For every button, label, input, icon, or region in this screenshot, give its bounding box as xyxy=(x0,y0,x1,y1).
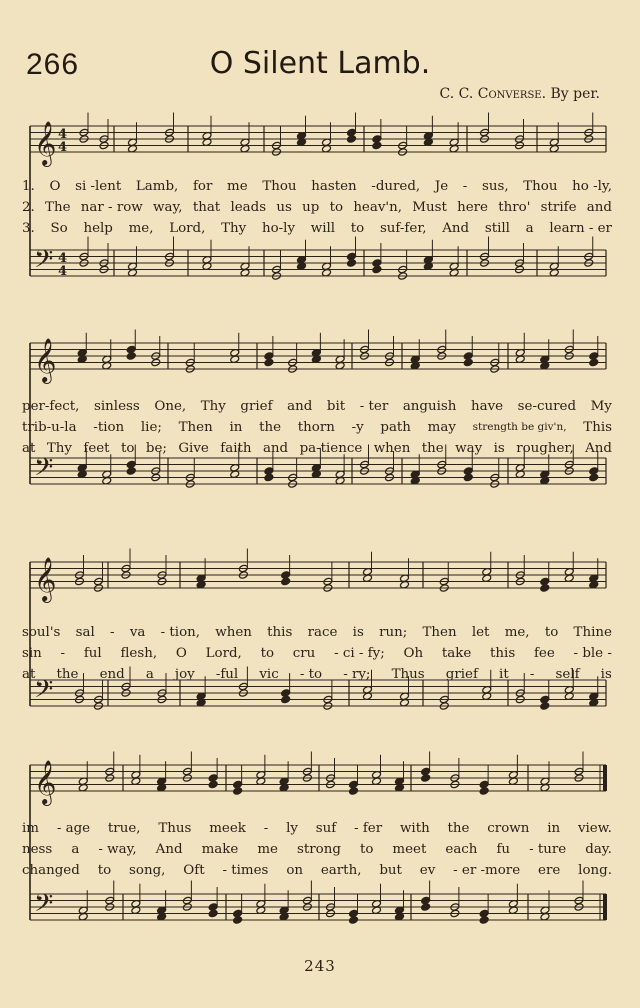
lyric-syllable: - er -more xyxy=(453,863,521,878)
note-head xyxy=(347,135,357,143)
lyric-syllable: to xyxy=(121,441,135,456)
lyric-syllable: se-cured xyxy=(517,399,577,414)
lyric-syllable: - xyxy=(462,179,468,194)
lyric-syllable: leads xyxy=(230,200,267,215)
lyric-syllable: soul's xyxy=(22,625,61,640)
note-head xyxy=(589,358,599,366)
lyric-syllable: Je xyxy=(434,179,449,194)
lyric-syllable: Must xyxy=(412,200,447,215)
lyric-syllable: it xyxy=(499,667,509,682)
lyric-syllable: let xyxy=(471,625,490,640)
lyric-syllable: path xyxy=(380,420,411,435)
note-head xyxy=(126,352,136,360)
lyric-syllable: Thine xyxy=(573,625,612,640)
lyric-syllable: - to xyxy=(299,667,323,682)
note-head xyxy=(479,916,489,924)
lyric-syllable: me xyxy=(227,179,248,194)
note-head xyxy=(233,916,243,924)
lyric-syllable: sus, xyxy=(481,179,509,194)
lyric-syllable: the xyxy=(447,821,470,836)
bass-clef: 𝄢 xyxy=(34,675,54,710)
lyric-syllable: is xyxy=(352,625,364,640)
lyric-syllable: is xyxy=(600,667,612,682)
lyric-syllable: to xyxy=(329,200,344,215)
lyric-syllable: way xyxy=(455,441,483,456)
lyric-syllable: still xyxy=(484,221,510,236)
lyric-line xyxy=(22,218,612,239)
lyric-syllable: joy xyxy=(174,667,195,682)
lyric-syllable: cru xyxy=(292,646,316,661)
lyric-line xyxy=(22,643,612,664)
lyric-syllable: - fer xyxy=(354,821,383,836)
final-bar-thick xyxy=(603,765,607,791)
final-bar-thick xyxy=(603,894,607,920)
lyric-syllable: Thy xyxy=(46,441,72,456)
note-head xyxy=(347,259,357,267)
lyric-syllable: have xyxy=(470,399,504,414)
lyric-syllable: us xyxy=(276,200,292,215)
lyric-syllable: with xyxy=(399,821,430,836)
lyric-syllable: nar - row xyxy=(80,200,143,215)
lyric-line xyxy=(22,197,612,218)
lyric-line xyxy=(22,438,612,459)
lyric-syllable: 3. xyxy=(22,221,35,236)
lyric-syllable: and xyxy=(586,200,612,215)
lyric-syllable: way, xyxy=(153,200,183,215)
lyric-syllable: Lamb, xyxy=(135,179,179,194)
lyric-syllable: a xyxy=(525,221,534,236)
note-head xyxy=(372,265,382,273)
note-head xyxy=(264,473,274,481)
lyric-syllable: - ble - xyxy=(573,646,612,661)
lyric-syllable: And xyxy=(155,842,183,857)
lyric-syllable: may xyxy=(427,420,456,435)
note-head xyxy=(479,787,489,795)
hymn-number: 266 xyxy=(26,48,80,81)
time-signature-bottom: 4 xyxy=(58,264,68,279)
note-head xyxy=(281,695,291,703)
lyric-syllable: - xyxy=(529,667,535,682)
lyric-syllable: end xyxy=(99,667,125,682)
note-head xyxy=(208,909,218,917)
lyric-syllable: at xyxy=(22,667,36,682)
lyric-line xyxy=(22,622,612,643)
lyric-syllable: a xyxy=(71,842,80,857)
note-head xyxy=(463,358,473,366)
lyric-syllable: - way, xyxy=(98,842,137,857)
lyric-syllable: va xyxy=(129,625,146,640)
lyric-syllable: - xyxy=(60,646,66,661)
bass-clef: 𝄢 xyxy=(34,889,54,924)
lyric-syllable: - ci - fy; xyxy=(334,646,385,661)
lyric-syllable: -y xyxy=(351,420,364,435)
lyric-syllable: -dured, xyxy=(371,179,421,194)
lyric-syllable: to xyxy=(359,842,374,857)
lyric-syllable: that xyxy=(192,200,221,215)
lyric-syllable: Give xyxy=(178,441,209,456)
lyrics-system-2 xyxy=(22,396,612,459)
lyric-syllable: this xyxy=(267,625,293,640)
lyric-syllable: bit xyxy=(326,399,346,414)
lyric-syllable: to xyxy=(544,625,559,640)
lyric-syllable: me, xyxy=(504,625,530,640)
permission-note: By per. xyxy=(550,86,600,102)
note-head xyxy=(463,473,473,481)
lyric-syllable: - ter xyxy=(359,399,389,414)
note-head xyxy=(372,141,382,149)
lyric-syllable: - tion, xyxy=(160,625,201,640)
lyric-syllable: crown xyxy=(487,821,530,836)
lyric-syllable: Then xyxy=(422,625,457,640)
lyric-syllable: ful xyxy=(83,646,102,661)
lyric-syllable: heav'n, xyxy=(353,200,402,215)
note-head xyxy=(421,774,431,782)
lyric-syllable: strong xyxy=(296,842,341,857)
lyric-syllable: the xyxy=(259,420,282,435)
lyric-syllable: Thy xyxy=(221,221,247,236)
lyric-syllable: flesh, xyxy=(120,646,158,661)
lyric-syllable: self xyxy=(555,667,580,682)
lyric-syllable: make xyxy=(201,842,239,857)
treble-clef: 𝄞 xyxy=(34,338,57,382)
lyric-line xyxy=(22,839,612,860)
lyric-syllable: in xyxy=(547,821,561,836)
lyric-syllable: One, xyxy=(154,399,187,414)
bass-clef: 𝄢 xyxy=(34,453,54,488)
lyric-syllable: lie; xyxy=(140,420,162,435)
lyric-syllable: a xyxy=(145,667,154,682)
lyric-syllable: grief xyxy=(240,399,273,414)
lyrics-system-4 xyxy=(22,818,612,881)
lyric-syllable: but xyxy=(379,863,402,878)
lyric-syllable: faith xyxy=(220,441,252,456)
lyric-line xyxy=(22,417,612,438)
treble-clef: 𝄞 xyxy=(34,557,57,601)
lyric-syllable: long. xyxy=(578,863,612,878)
bass-clef: 𝄢 xyxy=(34,245,54,280)
lyric-syllable: trib-u-la xyxy=(22,420,77,435)
note-head xyxy=(208,780,218,788)
lyric-syllable: strife xyxy=(540,200,577,215)
lyric-syllable: for xyxy=(192,179,213,194)
lyric-syllable: And xyxy=(585,441,612,456)
lyric-syllable: My xyxy=(590,399,612,414)
hymn-title: O Silent Lamb. xyxy=(209,46,431,81)
lyric-syllable: song, xyxy=(129,863,166,878)
lyric-syllable: race xyxy=(307,625,338,640)
lyric-syllable: pa-tience xyxy=(299,441,363,456)
lyric-syllable: 2. xyxy=(22,200,35,215)
lyric-syllable: this xyxy=(490,646,516,661)
lyric-syllable: sal xyxy=(75,625,95,640)
lyric-syllable: meet xyxy=(392,842,427,857)
lyric-syllable: grief xyxy=(445,667,478,682)
lyric-syllable: learn - er xyxy=(549,221,612,236)
composer-name: C. C. Converse. xyxy=(439,86,547,102)
lyric-syllable: O xyxy=(49,179,61,194)
lyric-syllable: per-fect, xyxy=(22,399,80,414)
lyric-syllable: Thus xyxy=(158,821,192,836)
lyric-syllable: the xyxy=(421,441,444,456)
lyric-syllable: - times xyxy=(222,863,269,878)
lyric-syllable: anguish xyxy=(402,399,457,414)
lyric-syllable: be; xyxy=(145,441,167,456)
lyric-syllable: vic xyxy=(259,667,279,682)
lyric-syllable: Oft xyxy=(183,863,205,878)
note-head xyxy=(540,584,550,592)
lyric-syllable: Lord, xyxy=(205,646,242,661)
lyric-syllable: Thou xyxy=(523,179,558,194)
lyric-syllable: thro' xyxy=(498,200,531,215)
lyric-syllable: day. xyxy=(585,842,612,857)
lyric-syllable: help xyxy=(83,221,113,236)
lyric-syllable: fee xyxy=(533,646,555,661)
treble-clef: 𝄞 xyxy=(34,760,57,804)
lyric-syllable: take xyxy=(441,646,472,661)
lyric-syllable: ev xyxy=(419,863,436,878)
lyric-syllable: Lord, xyxy=(169,221,206,236)
lyric-syllable: here xyxy=(457,200,488,215)
lyric-syllable: - age xyxy=(56,821,91,836)
lyric-syllable: -tion xyxy=(93,420,125,435)
lyric-syllable: meek xyxy=(209,821,246,836)
lyric-syllable: true, xyxy=(107,821,141,836)
lyric-syllable: sinless xyxy=(94,399,140,414)
lyrics-system-1 xyxy=(22,176,612,239)
lyric-syllable: me, xyxy=(128,221,154,236)
lyric-syllable: -ful xyxy=(215,667,239,682)
lyric-syllable: Thou xyxy=(262,179,297,194)
lyric-syllable: So xyxy=(50,221,68,236)
lyric-line xyxy=(22,818,612,839)
lyric-syllable: Thus xyxy=(391,667,425,682)
note-head xyxy=(421,903,431,911)
lyric-syllable: fu xyxy=(496,842,511,857)
lyric-syllable: This xyxy=(583,420,612,435)
lyric-syllable: si -lent xyxy=(75,179,122,194)
lyric-syllable: sin xyxy=(22,646,42,661)
lyric-syllable: ness xyxy=(22,842,53,857)
lyric-syllable: feet xyxy=(83,441,110,456)
lyric-syllable: to xyxy=(97,863,112,878)
lyric-syllable: changed xyxy=(22,863,80,878)
lyric-syllable: Oh xyxy=(403,646,424,661)
lyric-syllable: Then xyxy=(178,420,213,435)
note-head xyxy=(349,916,359,924)
lyric-syllable: up xyxy=(302,200,320,215)
lyric-syllable: 1. xyxy=(22,179,35,194)
time-signature-top: 4 xyxy=(58,251,68,266)
lyric-syllable: - ry; xyxy=(343,667,371,682)
lyric-syllable: on xyxy=(286,863,303,878)
lyric-syllable: ho -ly, xyxy=(572,179,612,194)
lyric-line xyxy=(22,396,612,417)
lyric-syllable: in xyxy=(229,420,243,435)
lyric-syllable: im xyxy=(22,821,39,836)
lyric-syllable: O xyxy=(175,646,187,661)
lyric-syllable: hasten xyxy=(311,179,357,194)
lyric-syllable: view. xyxy=(577,821,612,836)
lyric-syllable: thorn xyxy=(297,420,335,435)
note-head xyxy=(281,577,291,585)
lyric-syllable: to xyxy=(260,646,275,661)
treble-clef: 𝄞 xyxy=(34,121,57,165)
time-signature-top: 4 xyxy=(58,127,68,142)
lyric-syllable: ere xyxy=(538,863,561,878)
lyric-syllable: ho-ly xyxy=(261,221,296,236)
lyric-syllable: and xyxy=(287,399,313,414)
lyric-syllable: suf-fer, xyxy=(379,221,427,236)
note-head xyxy=(540,702,550,710)
lyric-syllable: me xyxy=(257,842,278,857)
lyrics-system-3 xyxy=(22,622,612,685)
lyric-syllable: each xyxy=(445,842,478,857)
lyric-syllable: the xyxy=(56,667,79,682)
lyric-syllable: when xyxy=(373,441,411,456)
lyric-syllable: Thy xyxy=(200,399,226,414)
lyric-line xyxy=(22,860,612,881)
note-head xyxy=(126,467,136,475)
lyric-syllable: run; xyxy=(379,625,408,640)
lyric-syllable: The xyxy=(45,200,71,215)
note-head xyxy=(264,358,274,366)
lyric-syllable: to xyxy=(350,221,365,236)
note-head xyxy=(349,787,359,795)
lyric-syllable: and xyxy=(262,441,289,456)
page-number: 243 xyxy=(304,957,336,975)
time-signature-bottom: 4 xyxy=(58,140,68,155)
lyric-syllable: - xyxy=(110,625,115,640)
lyric-syllable: is xyxy=(493,441,505,456)
lyric-syllable: - xyxy=(263,821,269,836)
lyric-syllable: at xyxy=(22,441,36,456)
note-head xyxy=(589,473,599,481)
lyric-syllable: will xyxy=(310,221,336,236)
lyric-line xyxy=(22,176,612,197)
lyric-syllable: - ture xyxy=(529,842,567,857)
lyric-syllable: when xyxy=(215,625,252,640)
lyric-line xyxy=(22,664,612,685)
lyric-syllable: strength be giv'n, xyxy=(472,421,567,433)
lyric-syllable: earth, xyxy=(320,863,362,878)
lyric-syllable: And xyxy=(442,221,470,236)
lyric-syllable: suf xyxy=(315,821,337,836)
lyric-syllable: rougher, xyxy=(516,441,574,456)
lyric-syllable: ly xyxy=(286,821,298,836)
note-head xyxy=(233,787,243,795)
